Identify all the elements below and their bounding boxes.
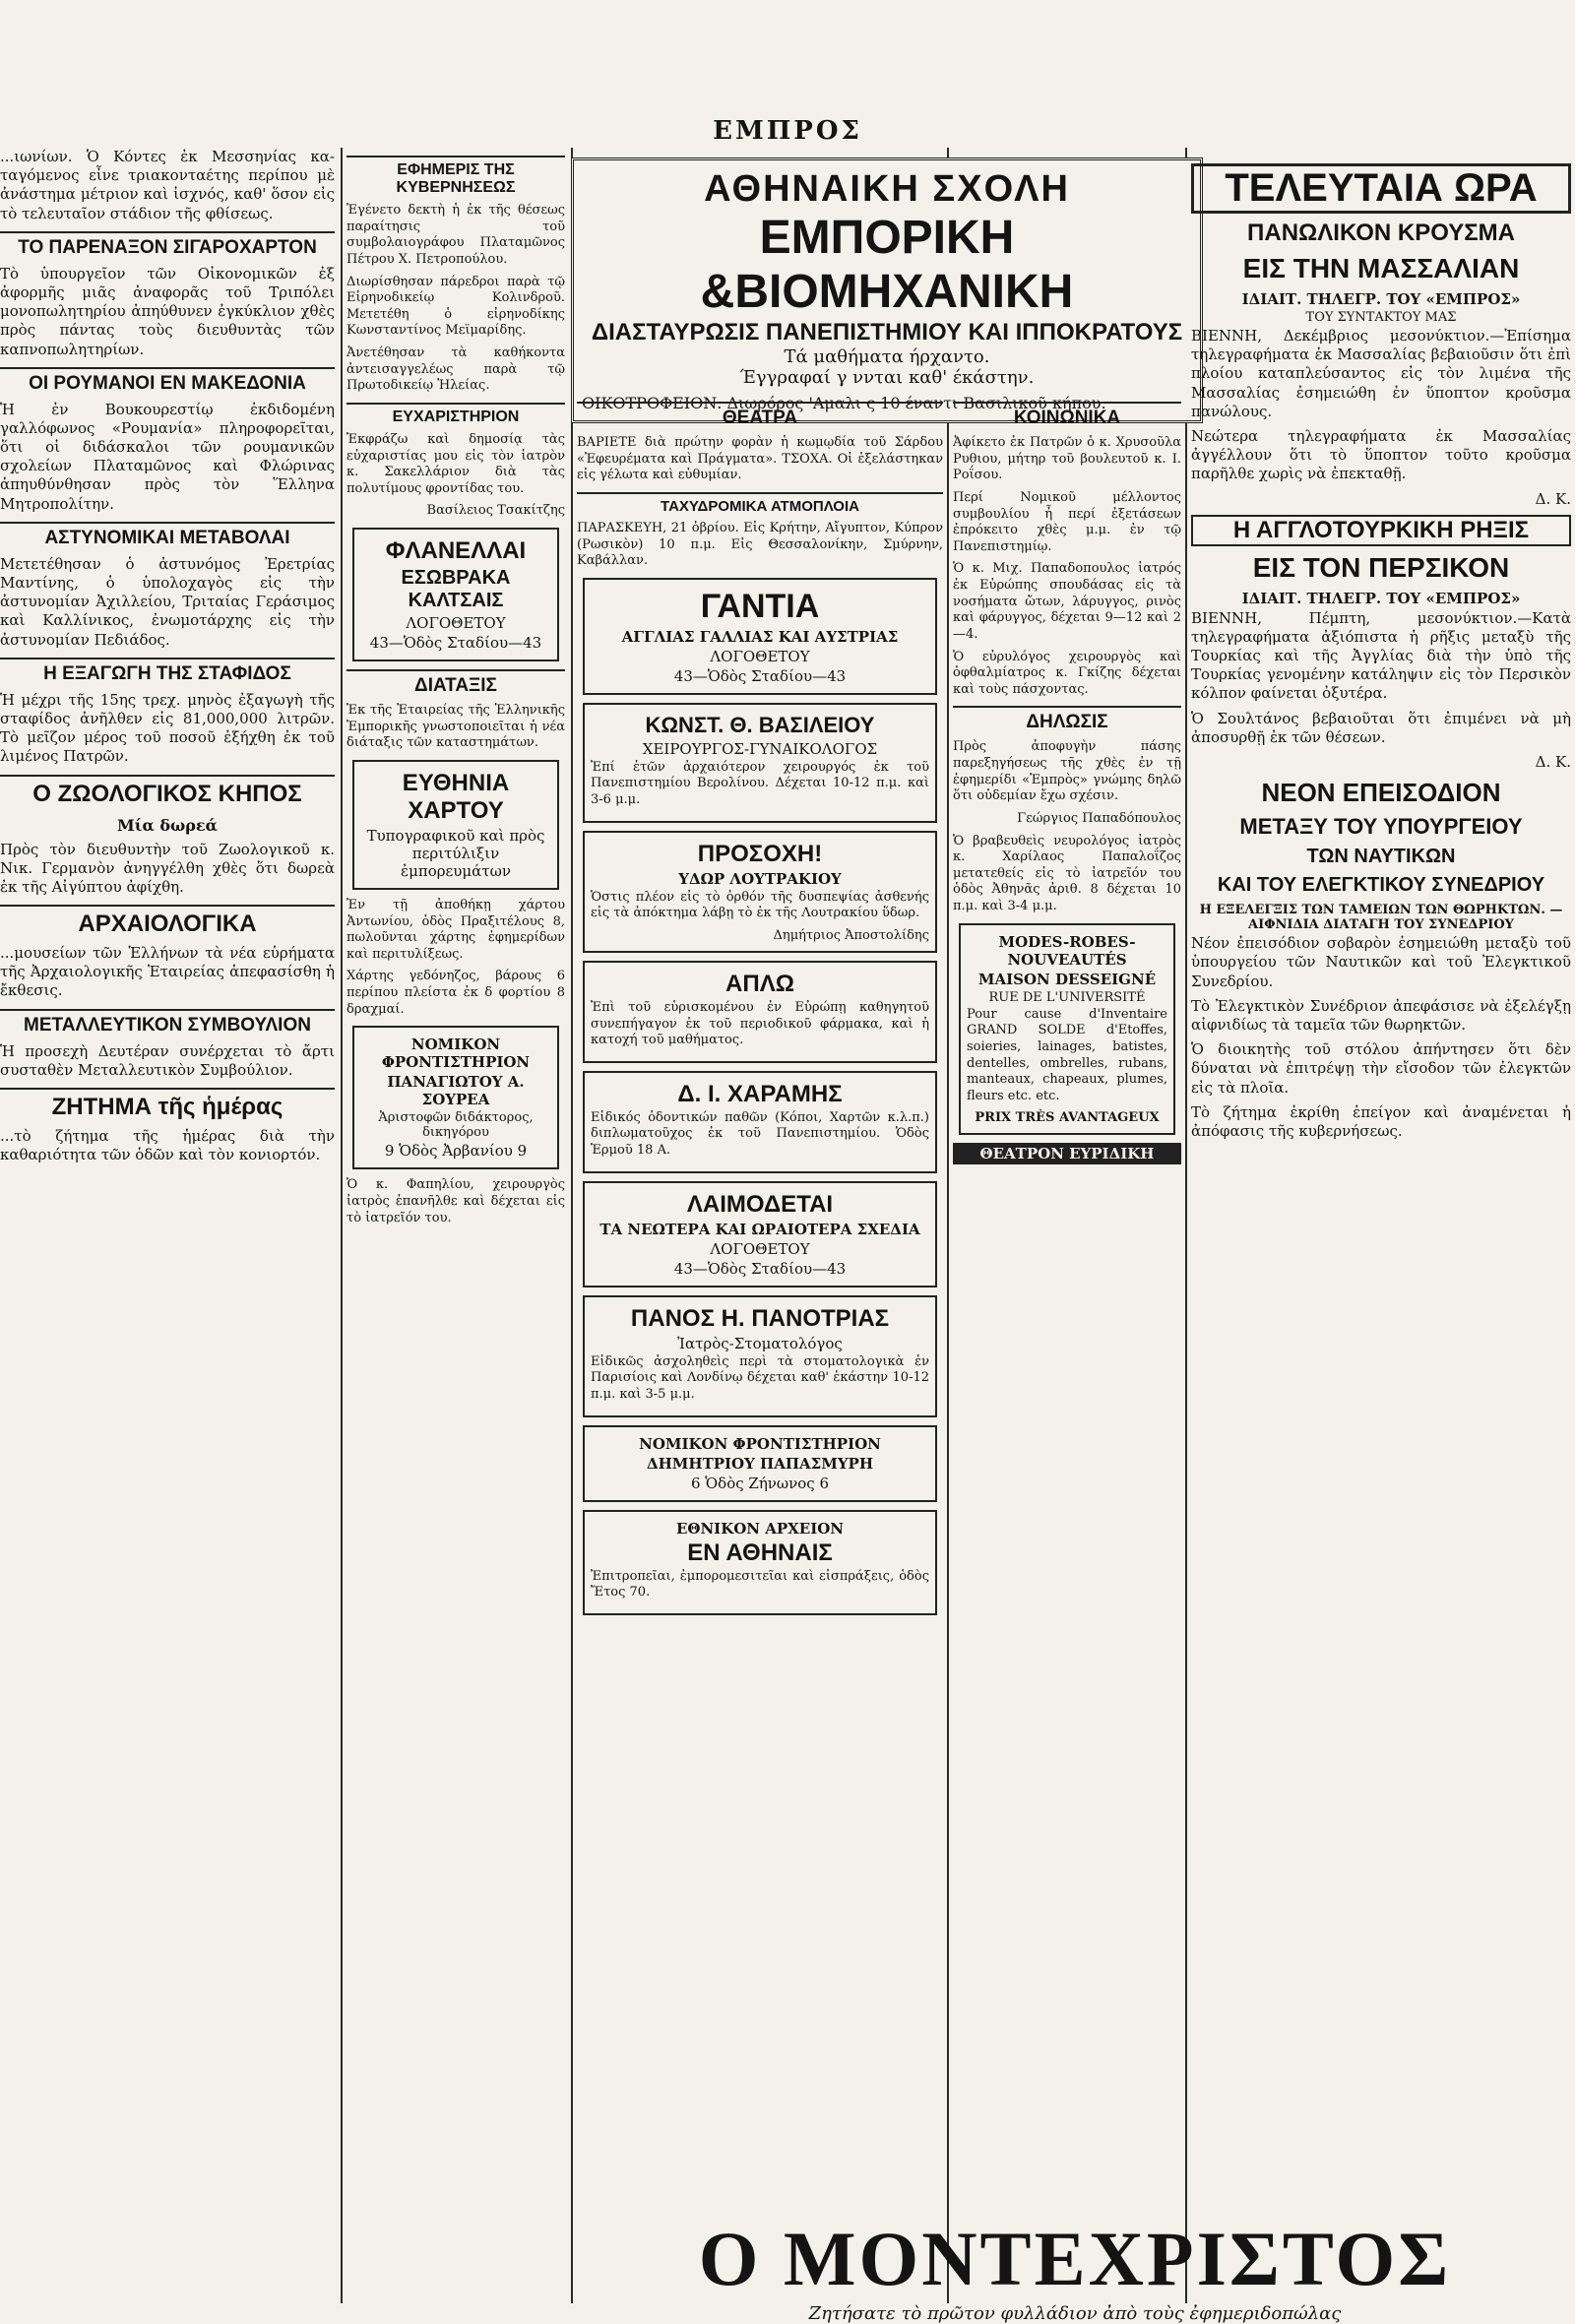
article-headline: ΑΡΧΑΙΟΛΟΓΙΚΑ [0,905,335,938]
article-text: Νέον ἐπεισόδιον σοβαρὸν ἐσημειώθη μεταξὺ τοῦ ὑπουργείου τῶν Ναυτικῶν καὶ τοῦ Ἐλεγκτικοῦ Συνεδρίου. [1191,934,1571,990]
ad-title: ΕΜΠΟΡΙΚΗ &ΒΙΟΜΗΧΑΝΙΚΗ [700,212,1074,318]
ad-text: Εἰδικῶς ἀσχοληθεὶς περὶ τὰ στοματολογικὰ ἐν Παρισίοις καὶ Λονδίνῳ δέχεται καθ' ἑκάστην 10-12 π.μ. καὶ 3-5 μ.μ. [591,1353,929,1402]
ad-line: Τά μαθήματα ήρχαντο. [784,346,990,367]
article-text: Τὸ ὑπουργεῖον τῶν Οἰκονομικῶν ἐξ ἀφορμῆς μιᾶς ἀναφορᾶς τοῦ Τριπόλει μονοπωλητηρίου ἀπηύθυνεν ἐγκύκλιον χθὲς πρὸς πάντας τοὺς διευθυντὰς τῶν καπνοπωλητηρίων. [0,264,335,358]
article-text: Ὁ Σουλτάνος βεβαιοῦται ὅτι ἐπιμένει νὰ μὴ ἀποσυρθῇ ἐκ τῶν θέσεων. [1191,709,1571,746]
ad-title: Ο ΜΟΝΤΕΧΡΙΣΤΟΣ [698,2216,1452,2301]
collar-ad [583,1181,937,1288]
article-text: Ἡ ἐν Βουκουρεστίῳ ἐκδιδομένη γαλλόφωνος «Ρουμανία» πληροφορεῖται, ὅτι οἱ διδάσκαλοι τῶν ρουμανικῶν σχολείων Πλαταμῶνος καὶ Φλώρινας ἀπηυθύνθησαν πρὸς τὸν Ἕλληνα Μητροπολίτην. [0,400,335,513]
montecristo-ad [575,2215,1575,2324]
ad-text: Εἰδικός ὀδοντικών παθῶν (Κόποι, Χαρτῶν κ.λ.π.) διπλωματοῦχος ἐκ τοῦ Πανεπιστημίου. Ὁδὸς Ἑρμοῦ 18 Α. [591,1109,929,1158]
article-text: Διωρίσθησαν πάρεδροι παρὰ τῷ Εἰρηνοδικείῳ Κολινδροῦ. Μετετέθη ὁ εἰρηνοδίκης Κωνσταντίνος Μεϊμαρίδης. [346,274,565,339]
article-text: ΠΑΡΑΣΚΕΥΗ, 21 ὀβρίου. Εἰς Κρήτην, Αἴγυπτον, Κύπρον (Ρωσικὸν) 10 π.μ. Εἰς Θεσσαλονίκην, Σμύρνην, Καβάλλαν. [577,520,943,569]
ad-text: Ἐπί ἑτῶν ἀρχαιότερον χειρουργός ἐκ τοῦ Πανεπιστημίου Βερολίνου. Δέχεται 10-12 π.μ. καὶ 3-6 μ.μ. [591,759,929,807]
ad-text: Ἐπὶ τοῦ εὑρισκομένου ἐν Εὐρώπῃ καθηγητοῦ συνεπήγαγον ἐκ τοῦ περιοδικοῦ φάρμακα, καὶ ἡ κατοχή τοῦ μαθήματος. [591,999,929,1048]
ad-subtitle: Τυπογραφικοῦ καὶ πρὸς περιτύλιξιν ἐμπορευμάτων [366,826,545,880]
column-rule [1185,148,1187,2303]
column-rule [571,148,573,2303]
article-text: Ἀνετέθησαν τὰ καθήκοντα ἀντεισαγγελέως παρὰ τῷ Πρωτοδικείῳ Ἠλείας. [346,345,565,394]
ad-text: Ἐπιτροπεῖαι, ἐμπορομεσιτεῖαι καὶ εἰσπράξεις, ὁδὸς Ἔτος 70. [591,1568,929,1601]
archive-ad [583,1510,937,1615]
article-text: Πρὸς ἀποφυγὴν πάσης παρεξηγήσεως τῆς χθὲς ἐν τῇ ἐφημερίδι «Ἐμπρὸς» γνώμης δηλῶ ὅτι οὐδεμίαν ἔχω σχέσιν. [953,739,1181,804]
legal-ad [583,1425,937,1502]
article-headline: ΖΗΤΗΜΑ τῆς ἡμέρας [0,1088,335,1121]
ad-name: MAISON DESSEIGNÉ [977,970,1157,988]
article-headline: Ο ΖΩΟΛΟΓΙΚΟΣ ΚΗΠΟΣ [0,775,335,808]
signature: Γεώργιος Παπαδόπουλος [1017,810,1181,826]
article-headline: Η ΑΓΓΛΟΤΟΥΡΚΙΚΗ ΡΗΞΙΣ [1191,515,1571,546]
ad-name: ΠΑΝΑΓΙΩΤΟΥ Α. ΣΟΥΡΕΑ [387,1073,525,1109]
article-text: Ἡ μέχρι τῆς 15ης τρεχ. μηνὸς ἐξαγωγὴ τῆς σταφίδος ἀνῆλθεν εἰς 81,000,000 λιτρῶν. Τὸ μεῖζον μέρος τοῦ ποσοῦ ἐξήχθη ἐκ τοῦ λιμένος Πατρῶν. [0,690,335,766]
ad-title: ΠΑΝΟΣ Η. ΠΑΝΟΤΡΙΑΣ [630,1304,890,1332]
article-headline: ΚΑΙ ΤΟΥ ΕΛΕΓΚΤΙΚΟΥ ΣΥΝΕΔΡΙΟΥ [1217,874,1545,897]
paper-ad [352,760,559,890]
article-subheadline: Η ΕΞΕΛΕΓΞΙΣ ΤΩΝ ΤΑΜΕΙΩΝ ΤΩΝ ΘΩΡΗΚΤΩΝ. — ΑΙΦΝΙΔΙΑ ΔΙΑΤΑΓΗ ΤΟΥ ΣΥΝΕΔΡΙΟΥ [1199,903,1563,933]
ad-title: ΝΟΜΙΚΟΝ ΦΡΟΝΤΙΣΤΗΡΙΟΝ [381,1036,531,1072]
article-text: Ὁ κ. Μιχ. Παπαδοπουλος ἰατρός ἐκ Εὐρώπης σπουδάσας εἰς τὰ νοσήματα ὤτων, λάρυγγος, ρινὸς καὶ φάρυγγος, δέχεται 9—12 καὶ 2—4. [953,561,1181,642]
ad-footer: PRIX TRÈS AVANTAGEUX [975,1110,1160,1126]
article-text: Μετετέθησαν ὁ ἀστυνόμος Ἐρετρίας Μαντίνης, ὁ ὑπολοχαγὸς εἰς τὴν ἀστυνομίαν Ἀχιλλείου, Τριταίας Γεράσιμος καὶ Καλλίνικος, ἐνωμοτάρχης εἰς τὴν ἀστυνομίαν Πεδιάδος. [0,554,335,649]
article-text: ΒΙΕΝΝΗ, Πέμπτη, μεσονύκτιον.—Κατὰ τηλεγραφήματα ἀξιόπιστα ἡ ρῆξις μεταξὺ τῆς Τουρκίας καὶ τῆς Ἀγγλίας διὰ τὴν ὑπὸ τῆς Τουρκίας γενομένην κατάληψιν εἰς τὸν Περσικὸν κόλπον φαίνεται ὀξυτέρα. [1191,608,1571,703]
signature: Δημήτριος Ἀποστολίδης [773,927,929,943]
article-headline: ΜΕΤΑΛΛΕΥΤΙΚΟΝ ΣΥΜΒΟΥΛΙΟΝ [0,1009,335,1036]
article-headline: ΤΑΧΥΔΡΟΜΙΚΑ ΑΤΜΟΠΛΟΙΑ [577,492,943,515]
article-headline: ΕΦΗΜΕΡΙΣ ΤΗΣ ΚΥΒΕΡΝΗΣΕΩΣ [346,156,565,197]
ad-title: ΦΛΑΝΕΛΛΑΙ [385,537,527,564]
ad-address: 43—Ὁδὸς Σταδίου—43 [673,666,847,685]
article-headline: ΘΕΑΤΡΑ [577,402,943,429]
column-3 [577,394,943,2205]
article-text: Τὸ ζήτημα ἐκρίθη ἐπείγον καὶ ἀναμένεται ἡ ἀπόφασις τῆς κυβερνήσεως. [1191,1102,1571,1140]
article-headline: Η ΕΞΑΓΩΓΗ ΤΗΣ ΣΤΑΦΙΔΟΣ [0,658,335,685]
article-text: Πρὸς τὸν διευθυντὴν τοῦ Ζωολογικοῦ κ. Νικ. Γερμανὸν ἀνηγγέλθη χθὲς ὅτι δωρεὰ ἐκ τῆς Αἰγύπτου ἀφίχθη. [0,840,335,896]
dateline: ΤΟΥ ΣΥΝΤΑΚΤΟΥ ΜΑΣ [1305,310,1457,325]
section-banner: ΤΕΛΕΥΤΑΙΑ ΩΡΑ [1191,163,1571,214]
ad-subtitle: ΕΣΩΒΡΑΚΑ ΚΑΛΤΣΑΙΣ [401,567,511,611]
ad-subtitle: ΤΑ ΝΕΩΤΕΡΑ ΚΑΙ ΩΡΑΙΟΤΕΡΑ ΣΧΕΔΙΑ [599,1220,920,1238]
article-text: Ἐγένετο δεκτὴ ἡ ἐκ τῆς θέσεως παραίτησις τοῦ συμβολαιογράφου Πλαταμῶνος Πέτρου Χ. Πετροπούλου. [346,203,565,267]
ad-title: ΠΡΟΣΟΧΗ! [697,840,823,867]
water-ad [583,831,937,953]
column-4 [953,394,1181,2205]
modes-ad [959,923,1175,1136]
article-text: Νεώτερα τηλεγραφήματα ἐκ Μασσαλίας ἀγγέλλουν ὅτι τὸ ὕποπτον τοῦτο κροῦσμα παρῆλθε χωρὶς νὰ ἐπεκταθῇ. [1191,426,1571,483]
article-text: Ὁ βραβευθεὶς νευρολόγος ἰατρὸς κ. Χαρίλαος Παπαλοΐζος μετατεθείς εἰς τὸ ἰατρεῖόν του ὁδὸς Ἀθηνᾶς ἀριθ. 8 δέχεται 10 π.μ. καὶ 3-4 μ.μ. [953,833,1181,913]
article-headline: ΔΙΑΤΑΞΙΣ [346,669,565,697]
column-rule [341,148,343,2303]
ad-line: Έγγραφαί γ ννται καθ' έκάστην. [739,367,1035,388]
theatre-bar: ΘΕΑΤΡΟΝ ΕΥΡΙΔΙΚΗ [953,1143,1181,1164]
ad-title: ΑΠΛΩ [725,970,794,997]
ad-title: ΛΑΙΜΟΔΕΤΑΙ [686,1190,834,1218]
article-headline: ΔΗΛΩΣΙΣ [953,706,1181,733]
ad-address: 9 Ὁδὸς Ἀρβανίου 9 [384,1142,528,1161]
ad-title: ΓΑΝΤΙΑ [700,587,820,625]
article-text: Ὁ κ. Φαπηλίου, χειρουργὸς ἰατρὸς ἐπανῆλθε καὶ δέχεται εἰς τὸ ἰατρεῖόν του. [346,1177,565,1225]
column-1 [0,148,335,2303]
school-ad [571,157,1203,423]
column-2 [346,148,565,2303]
ad-subtitle: Ἰατρὸς-Στοματολόγος [677,1334,843,1352]
ad-title: MODES-ROBES-NOUVEAUTÉS [998,932,1136,969]
ad-footer: ΟΙΚΟΤΡΟΦΕΙΟΝ. Διωρόρος 'Αμαλι ς 10 έναντι Βασιλικοῦ κήπου. [582,394,1106,412]
signature: Δ. Κ. [1535,489,1571,508]
article-headline: ΜΕΤΑΞΥ ΤΟΥ ΥΠΟΥΡΓΕΙΟΥ [1239,814,1523,840]
article-headline: ΝΕΟΝ ΕΠΕΙΣΟΔΙΟΝ [1261,778,1501,808]
article-text: Χάρτης γεδόνηζος, βάρους 6 περίπου πλείστα ἐκ δ φορτίου 8 δραχμαί. [346,969,565,1017]
article-text: ...ιωνίων. Ὁ Κόντες ἐκ Μεσσηνίας καταγόμενος εἶνε τριακονταέτης περίπου μὲ ἀνάστημα μέτριον καὶ ἰσχνός, καθ' ὅσον εἰς τὸ τελευταῖον στάδιον τῆς φθίσεως. [0,148,335,222]
article-text: Ὁ εὐρυλόγος χειρουργὸς καὶ ὀφθαλμίατρος κ. Γκίζης δέχεται καὶ τοὺς πάσχοντας. [953,649,1181,697]
ad-address: 6 Ὁδὸς Ζήνωνος 6 [690,1474,830,1492]
article-headline: ΚΟΙΝΩΝΙΚΑ [953,402,1181,429]
article-text: Ἐκφράζω καὶ δημοσίᾳ τὰς εὐχαριστίας μου εἰς τὸν ἰατρὸν κ. Σακελλάριον διὰ τὰς πολυτίμους φροντίδας του. [346,431,565,496]
ad-subtitle: ΑΓΓΛΙΑΣ ΓΑΛΛΙΑΣ ΚΑΙ ΑΥΣΤΡΙΑΣ [621,627,899,646]
dateline: ΙΔΙΑΙΤ. ΤΗΛΕΓΡ. ΤΟΥ «ΕΜΠΡΟΣ» [1241,589,1521,607]
masthead: ΕΜΠΡΟΣ [713,116,862,146]
article-headline: ΕΥΧΑΡΙΣΤΗΡΙΟΝ [346,403,565,426]
ad-text: Pour cause d'Inventaire GRAND SOLDE d'Etoffes, soieries, lainages, batistes, dentelles, ombrelles, rubans, manteaux, chapeaux, plumes, fleurs etc. etc. [967,1006,1167,1103]
article-text: Ἀφίκετο ἐκ Πατρῶν ὁ κ. Χρυσοῦλα Ρυθιου, μήτηρ τοῦ βουλευτοῦ κ. Ι. Ροΐσου. [953,435,1181,483]
article-headline: ΠΑΝΩΛΙΚΟΝ ΚΡΟΥΣΜΑ [1247,220,1515,246]
article-headline: ΑΣΤΥΝΟΜΙΚΑΙ ΜΕΤΑΒΟΛΑΙ [0,522,335,549]
flannel-ad [352,528,559,661]
article-text: ...μουσείων τῶν Ἑλλήνων τὰ νέα εὑρήματα τῆς Ἀρχαιολογικῆς Ἑταιρείας ἀπεφασίσθη ἡ ἔκθεσις. [0,944,335,1000]
stomatologist-ad [583,1295,937,1417]
article-subheadline: Μία δωρεά [117,815,218,835]
ad-address: RUE DE L'UNIVERSITÉ [988,989,1146,1005]
article-text: ΒΑΡΙΕΤΕ διὰ πρώτην φορὰν ἡ κωμῳδία τοῦ Σάρδου «Ἐφευρέματα καὶ Πράγματα». ΤΣΟΧΑ. Οἱ ἐξελάστηκαν εἰς γέλωτα καὶ εὐθυμίαν. [577,435,943,483]
ad-line: Ἀριστοφῶν διδάκτορος, δικηγόρου [378,1110,534,1141]
article-text: Ὁ διοικητὴς τοῦ στόλου ἀπήντησεν ὅτι δὲν δύναται νὰ ἐπιτρέψῃ τὴν εἴσοδον τῶν ἐλεγκτῶν εἰς τὰ πλοῖα. [1191,1040,1571,1097]
ad-shop: ΛΟΓΟΘΕΤΟΥ [406,614,506,632]
column-rule [947,148,949,2303]
article-text: Τὸ Ἐλεγκτικὸν Συνέδριον ἀπεφάσισε νὰ ἐξελέγξῃ αἰφνιδίως τὰ ταμεῖα τῶν θωρηκτῶν. [1191,996,1571,1034]
ad-shop: ΛΟΓΟΘΕΤΟΥ [710,1239,810,1258]
ad-title: ΝΟΜΙΚΟΝ ΦΡΟΝΤΙΣΤΗΡΙΟΝ [639,1434,881,1453]
article-text: ΒΙΕΝΝΗ, Δεκέμβριος μεσονύκτιον.—Ἐπίσημα τηλεγραφήματα ἐκ Μασσαλίας βεβαιοῦσιν ὅτι ἐπὶ πλοίου καταπλεύσαντος εἰς τὸν λιμένα τῆς Μασσαλίας ἐσημειώθη ἐν ὕποπτον κροῦσμα πανώλους. [1191,327,1571,420]
ad-subtitle: ΥΔΩΡ ΛΟΥΤΡΑΚΙΟΥ [678,869,842,888]
column-5 [1191,157,1571,1147]
gloves-ad [583,578,937,695]
article-headline: ΕΙΣ ΤΗΝ ΜΑΣΣΑΛΙΑΝ [1242,253,1520,283]
article-text: Ἡ προσεχὴ Δευτέραν συνέρχεται τὸ ἄρτι συσταθὲν Μεταλλευτικὸν Συμβούλιον. [0,1041,335,1079]
ad-title: ΑΘΗΝΑΙΚΗ ΣΧΟΛΗ [704,168,1070,210]
ad-subtitle: ΕΝ ΑΘΗΝΑΙΣ [687,1539,833,1566]
article-headline: ΕΙΣ ΤΟΝ ΠΕΡΣΙΚΟΝ [1252,551,1510,583]
ad-title: Δ. Ι. ΧΑΡΑΜΗΣ [677,1080,843,1107]
ad-name: ΔΗΜΗΤΡΙΟΥ ΠΑΠΑΣΜΥΡΗ [646,1454,874,1473]
doctor-ad [583,703,937,823]
dentist-ad [583,1071,937,1173]
ad-title: ΕΘΝΙΚΟΝ ΑΡΧΕΙΟΝ [675,1519,845,1538]
article-text: ...τὸ ζήτημα τῆς ἡμέρας διὰ τὴν καθαριότητα τῶν ὁδῶν καὶ τὸν κονιορτόν. [0,1127,335,1164]
notice-ad [583,961,937,1063]
article-headline: ΤΟ ΠΑΡΕΝΑΞΟΝ ΣΙΓΑΡΟΧΑΡΤΟΝ [0,231,335,259]
ad-subtitle: ΔΙΑΣΤΑΥΡΩΣΙΣ ΠΑΝΕΠΙΣΤΗΜΙΟΥ ΚΑΙ ΙΠΠΟΚΡΑΤΟΥΣ [591,319,1183,345]
ad-address: 43—Ὁδὸς Σταδίου—43 [673,1259,847,1278]
ad-title: ΕΥΘΗΝΙΑ ΧΑΡΤΟΥ [402,769,510,824]
article-headline: ΟΙ ΡΟΥΜΑΝΟΙ ΕΝ ΜΑΚΕΔΟΝΙΑ [0,367,335,395]
ad-subtitle: Ζητήσατε τὸ πρῶτον φυλλάδιον ἀπὸ τοὺς ἐφημεριδοπώλας [808,2303,1342,2324]
article-text: Περί Νομικοῦ μέλλοντος συμβουλίου ἦ περί ἐξετάσεων ἐπρόκειτο χθὲς μ.μ. ἐν τῷ Πανεπιστημίῳ. [953,489,1181,554]
agency-ad [352,1026,559,1169]
signature: Βασίλειος Τσακίτζης [426,503,565,519]
signature: Δ. Κ. [1535,753,1571,771]
ad-subtitle: ΧΕΙΡΟΥΡΓΟΣ-ΓΥΝΑΙΚΟΛΟΓΟΣ [642,739,878,758]
article-text: Ἐκ τῆς Ἑταιρείας τῆς Ἑλληνικῆς Ἐμπορικῆς γνωστοποιεῖται ἡ νέα διάταξις τῶν καταστημάτων. [346,703,565,751]
article-text: Ἐν τῇ ἀποθήκῃ χάρτου Ἀντωνίου, ὁδὸς Πραξιτέλους 8, πωλοῦνται χάρτης ἐφημερίδων καὶ περιτυλίξεως. [346,897,565,962]
ad-shop: ΛΟΓΟΘΕΤΟΥ [710,647,810,665]
ad-text: Ὁστις πλέον εἰς τὸ ὀρθόν τῆς δυσπεψίας ἀσθενής εἰς τὰ ἀπόκτημα λάβῃ τὸ ἐκ τῆς Λουτρακίου ὕδωρ. [591,889,929,921]
ad-title: ΚΩΝΣΤ. Θ. ΒΑΣΙΛΕΙΟΥ [645,712,875,737]
ad-address: 43—Ὁδὸς Σταδίου—43 [369,634,542,652]
dateline: ΙΔΙΑΙΤ. ΤΗΛΕΓΡ. ΤΟΥ «ΕΜΠΡΟΣ» [1241,290,1521,308]
article-headline: ΤΩΝ ΝΑΥΤΙΚΩΝ [1306,846,1456,868]
